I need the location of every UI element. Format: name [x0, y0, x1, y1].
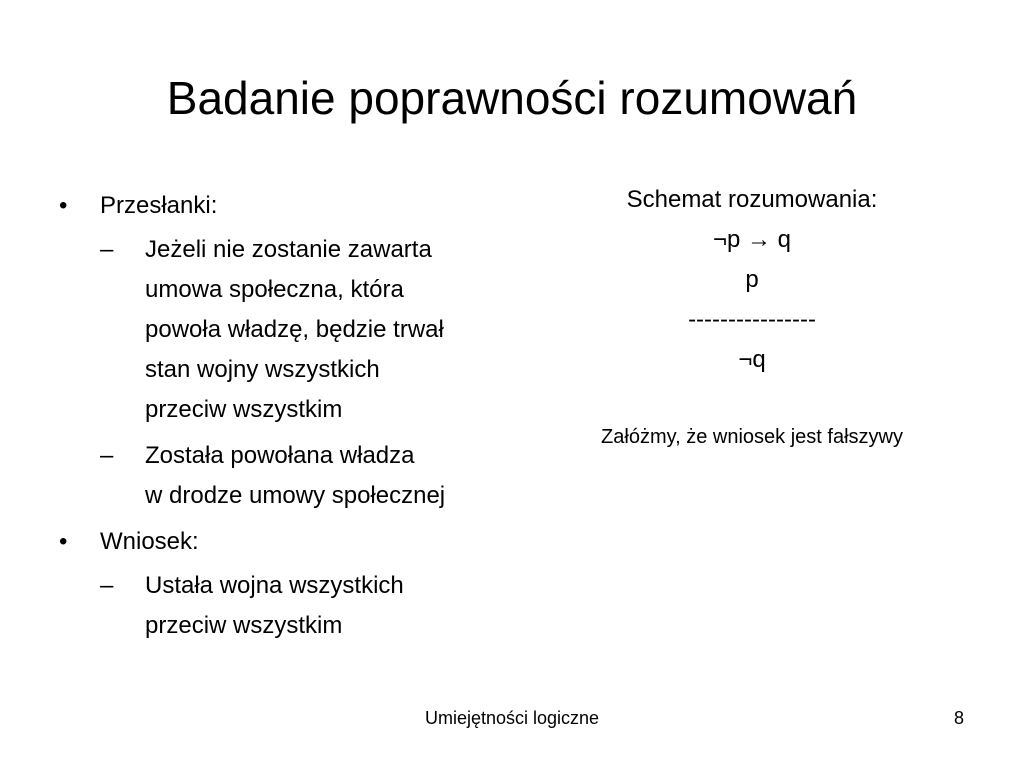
bullet-icon: • — [59, 192, 68, 219]
schema-conclusion: ¬q — [738, 346, 766, 373]
premise-2-line-1: Została powołana władza — [145, 442, 415, 469]
premise-1-line-5: przeciw wszystkim — [145, 396, 343, 423]
slide-title: Badanie poprawności rozumowań — [166, 72, 858, 124]
schema-premise-1: ¬p → q — [712, 226, 792, 253]
bullet-icon: • — [59, 528, 68, 555]
dash-icon: – — [100, 236, 114, 263]
conclusion-item-1 — [100, 566, 515, 646]
premise-2-line-2: w drodze umowy społecznej — [145, 482, 446, 509]
schema-note: Załóżmy, że wniosek jest fałszywy — [601, 426, 903, 448]
premise-1-line-1: Jeżeli nie zostanie zawarta — [145, 236, 432, 263]
premise-1-line-3: powoła władzę, będzie trwał — [145, 316, 444, 343]
schema-label: Schemat rozumowania: — [626, 186, 878, 213]
premise-item-1 — [100, 230, 515, 430]
footer-title: Umiejętności logiczne — [424, 708, 600, 728]
page-number: 8 — [953, 708, 964, 728]
dash-icon: – — [100, 442, 114, 469]
schema-column — [490, 180, 1014, 452]
conclusion-line-2: przeciw wszystkim — [145, 612, 343, 639]
schema-separator: ---------------- — [688, 306, 816, 333]
conclusion-line-1: Ustała wojna wszystkich — [145, 572, 404, 599]
premises-column — [55, 186, 515, 652]
bullet-conclusion — [55, 522, 515, 562]
premise-1-line-2: umowa społeczna, która — [145, 276, 404, 303]
bullet-premises — [55, 186, 515, 226]
premise-1-line-4: stan wojny wszystkich — [145, 356, 380, 383]
premises-heading: Przesłanki: — [100, 192, 218, 219]
premise-item-2 — [100, 436, 515, 516]
dash-icon: – — [100, 572, 114, 599]
conclusion-heading: Wniosek: — [100, 528, 199, 555]
schema-premise-2: p — [745, 266, 759, 293]
